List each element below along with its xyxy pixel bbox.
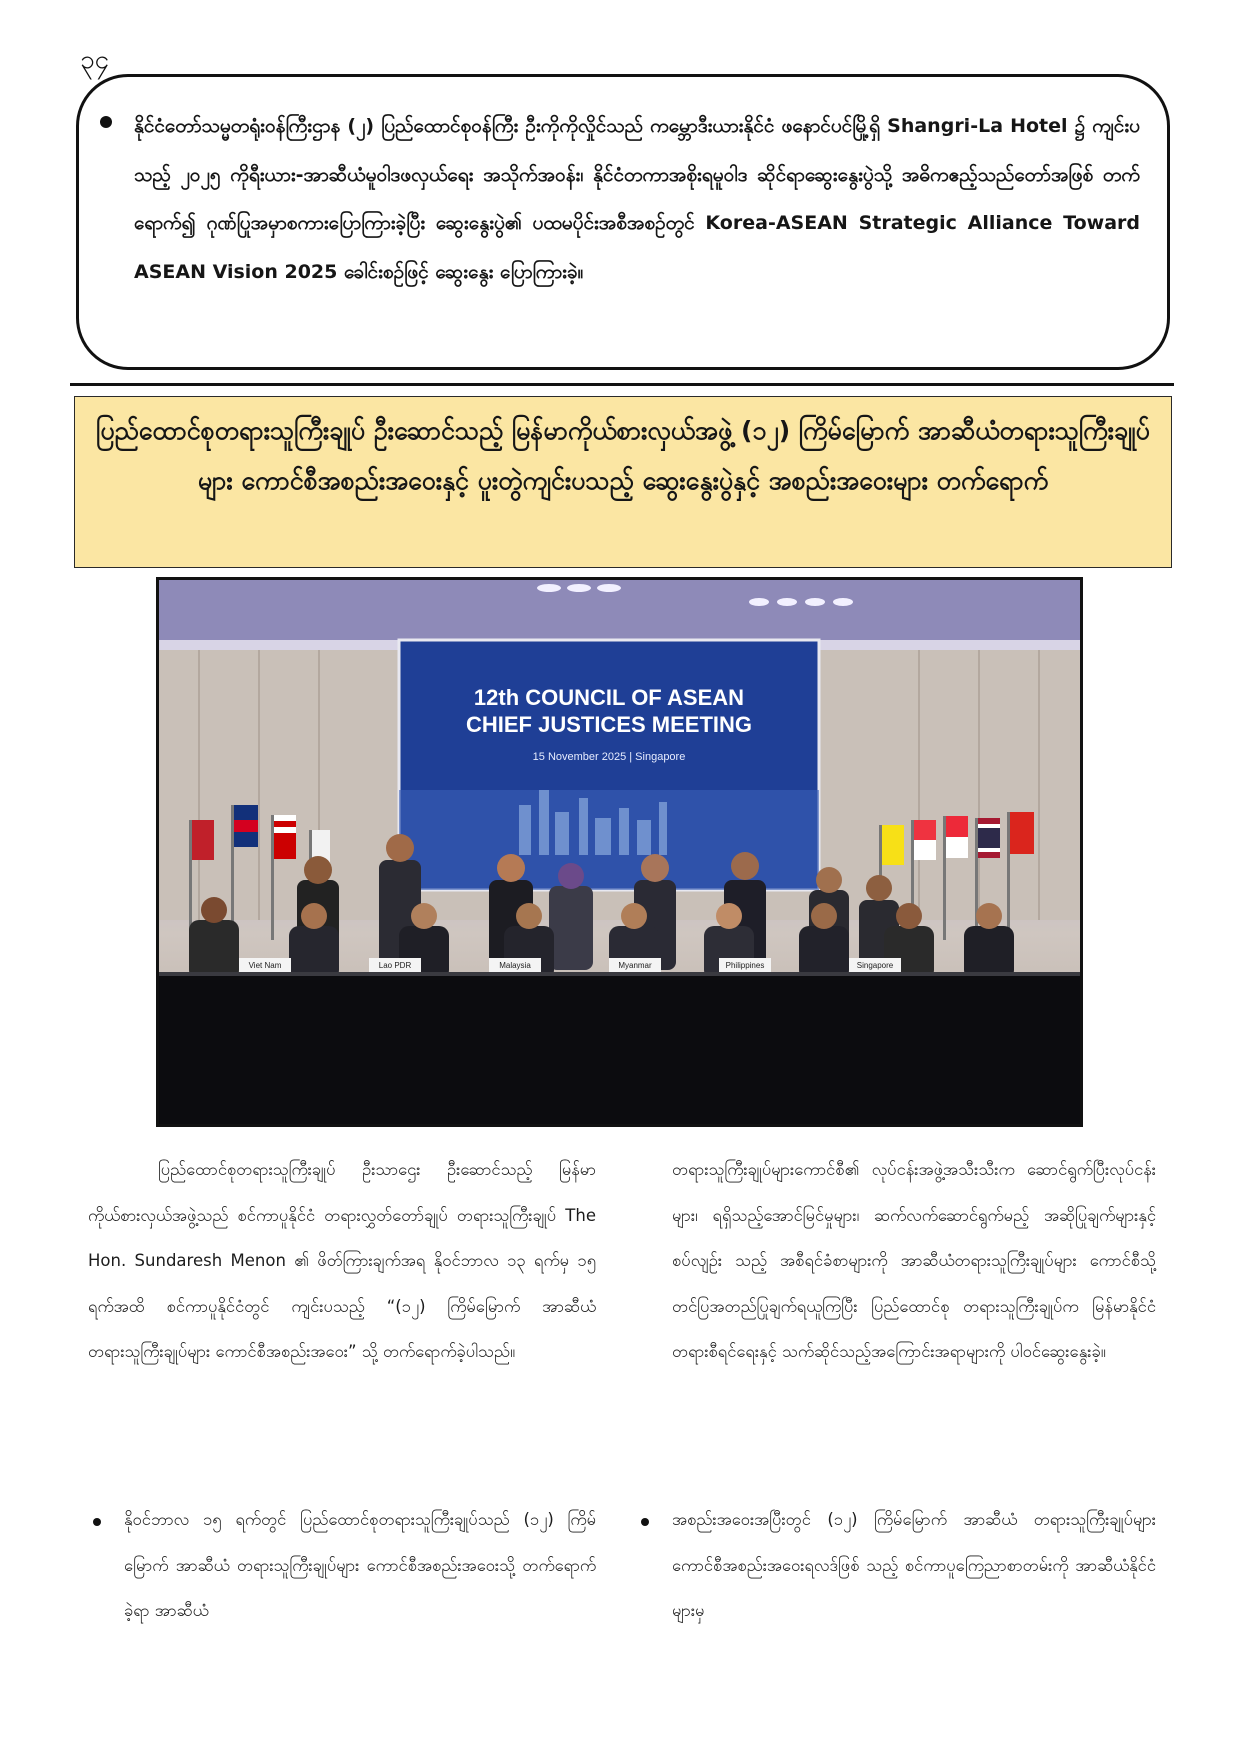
left-bullet-text: နိုဝင်ဘာလ ၁၅ ရက်တွင် ပြည်ထောင်စုတရားသူကြီးချုပ်သည် (၁၂) ကြိမ်မြောက် အာဆီယံ တရားသူကြီးချုပ်များ ကောင်စီအစည်းအဝေးသို့ တက်ရောက်ခဲ့ရာ အာဆီယံ [124,1510,596,1620]
summary-bullet [100,116,112,128]
right-paragraph: တရားသူကြီးချုပ်များကောင်စီ၏ လုပ်ငန်းအဖွဲ့အသီးသီးက ဆောင်ရွက်ပြီးလုပ်ငန်းများ၊ ရရှိသည့်အောင်မြင်မှုများ၊ ဆက်လက်ဆောင်ရွက်မည့် အဆိုပြုချက်များနှင့်စပ်လျဉ်း သည့် အစီရင်ခံစာများကို အာဆီယံတရားသူကြီးချုပ်များ ကောင်စီသို့ တင်ပြအတည်ပြုချက်ရယူကြပြီး ပြည်ထောင်စု တရားသူကြီးချုပ်က မြန်မာနိုင်ငံတရားစီရင်ရေးနှင့် သက်ဆိုင်သည့်အကြောင်းအရာများကို ပါဝင်ဆွေးနွေးခဲ့။ [672,1160,1156,1361]
nameplate-viet-nam: Viet Nam [248,961,282,970]
event-photo-illustration [159,580,1080,1124]
nameplate-singapore: Singapore [856,961,894,970]
left-bullet-dot [93,1518,101,1526]
screen-subtitle: 15 November 2025 | Singapore [532,751,686,763]
screen-title-line2: CHIEF JUSTICES MEETING [465,712,753,737]
summary-text: နိုင်ငံတော်သမ္မတရုံးဝန်ကြီးဌာန (၂) ပြည်ထောင်စုဝန်ကြီး ဦးကိုကိုလှိုင်သည် ကမ္ဘောဒီးယားနိုင်ငံ ဖနောင်ပင်မြို့ရှိ Shangri-La Hotel ၌ ကျင်းပသည့် ၂၀၂၅ ကိုရီးယား-အာဆီယံမူဝါဒဖလှယ်ရေး အသိုက်အဝန်း၊ နိုင်ငံတကာအစိုးရမူဝါဒ ဆိုင်ရာဆွေးနွေးပွဲသို့ အဓိကဧည့်သည်တော်အဖြစ် တက်ရောက်၍ ဂုဏ်ပြုအမှာစကားပြောကြားခဲ့ပြီး ဆွေးနွေးပွဲ၏ ပထမပိုင်းအစီအစဉ်တွင် Korea-ASEAN Strategic Alliance Toward ASEAN Vision 2025 ခေါင်းစဉ်ဖြင့် ဆွေးနွေး ပြောကြားခဲ့။ [134,115,1140,283]
page-number: ၃၄ [80,45,110,75]
nameplate-myanmar: Myanmar [618,961,652,970]
section-divider [70,383,1174,386]
nameplate-lao-pdr: Lao PDR [378,961,412,970]
right-bullet-text: အစည်းအဝေးအပြီးတွင် (၁၂) ကြိမ်မြောက် အာဆီယံ တရားသူကြီးချုပ်များ ကောင်စီအစည်းအဝေးရလဒ်ဖြစ် သည့် စင်ကာပူကြေညာစာတမ်းကို အာဆီယံနိုင်ငံများမှ [672,1510,1156,1620]
left-paragraph: ပြည်ထောင်စုတရားသူကြီးချုပ် ဦးသာဌေး ဦးဆောင်သည့် မြန်မာကိုယ်စားလှယ်အဖွဲ့သည် စင်ကာပူနိုင်ငံ တရားလွှတ်တော်ချုပ် တရားသူကြီးချုပ် The Hon. Sundaresh Menon ၏ ဖိတ်ကြားချက်အရ နိုဝင်ဘာလ ၁၃ ရက်မှ ၁၅ ရက်အထိ စင်ကာပူနိုင်ငံတွင် ကျင်းပသည့် “(၁၂) ကြိမ်မြောက် အာဆီယံတရားသူကြီးချုပ်များ ကောင်စီအစည်းအဝေး” သို့ တက်ရောက်ခဲ့ပါသည်။ [88,1160,596,1361]
screen-title-line1: 12th COUNCIL OF ASEAN [473,685,745,710]
headline: ပြည်ထောင်စုတရားသူကြီးချုပ် ဦးဆောင်သည့် မြန်မာကိုယ်စားလှယ်အဖွဲ့ (၁၂) ကြိမ်မြောက် အာဆီယံတရားသူကြီးချုပ်များ ကောင်စီအစည်းအဝေးနှင့် ပူးတွဲကျင်းပသည့် ဆွေးနွေးပွဲနှင့် အစည်းအဝေးများ တက်ရောက် [96,416,1150,495]
nameplate-malaysia: Malaysia [499,961,531,970]
nameplate-philippines: Philippines [725,961,765,970]
right-bullet-dot [641,1518,649,1526]
event-photo [156,577,1083,1127]
